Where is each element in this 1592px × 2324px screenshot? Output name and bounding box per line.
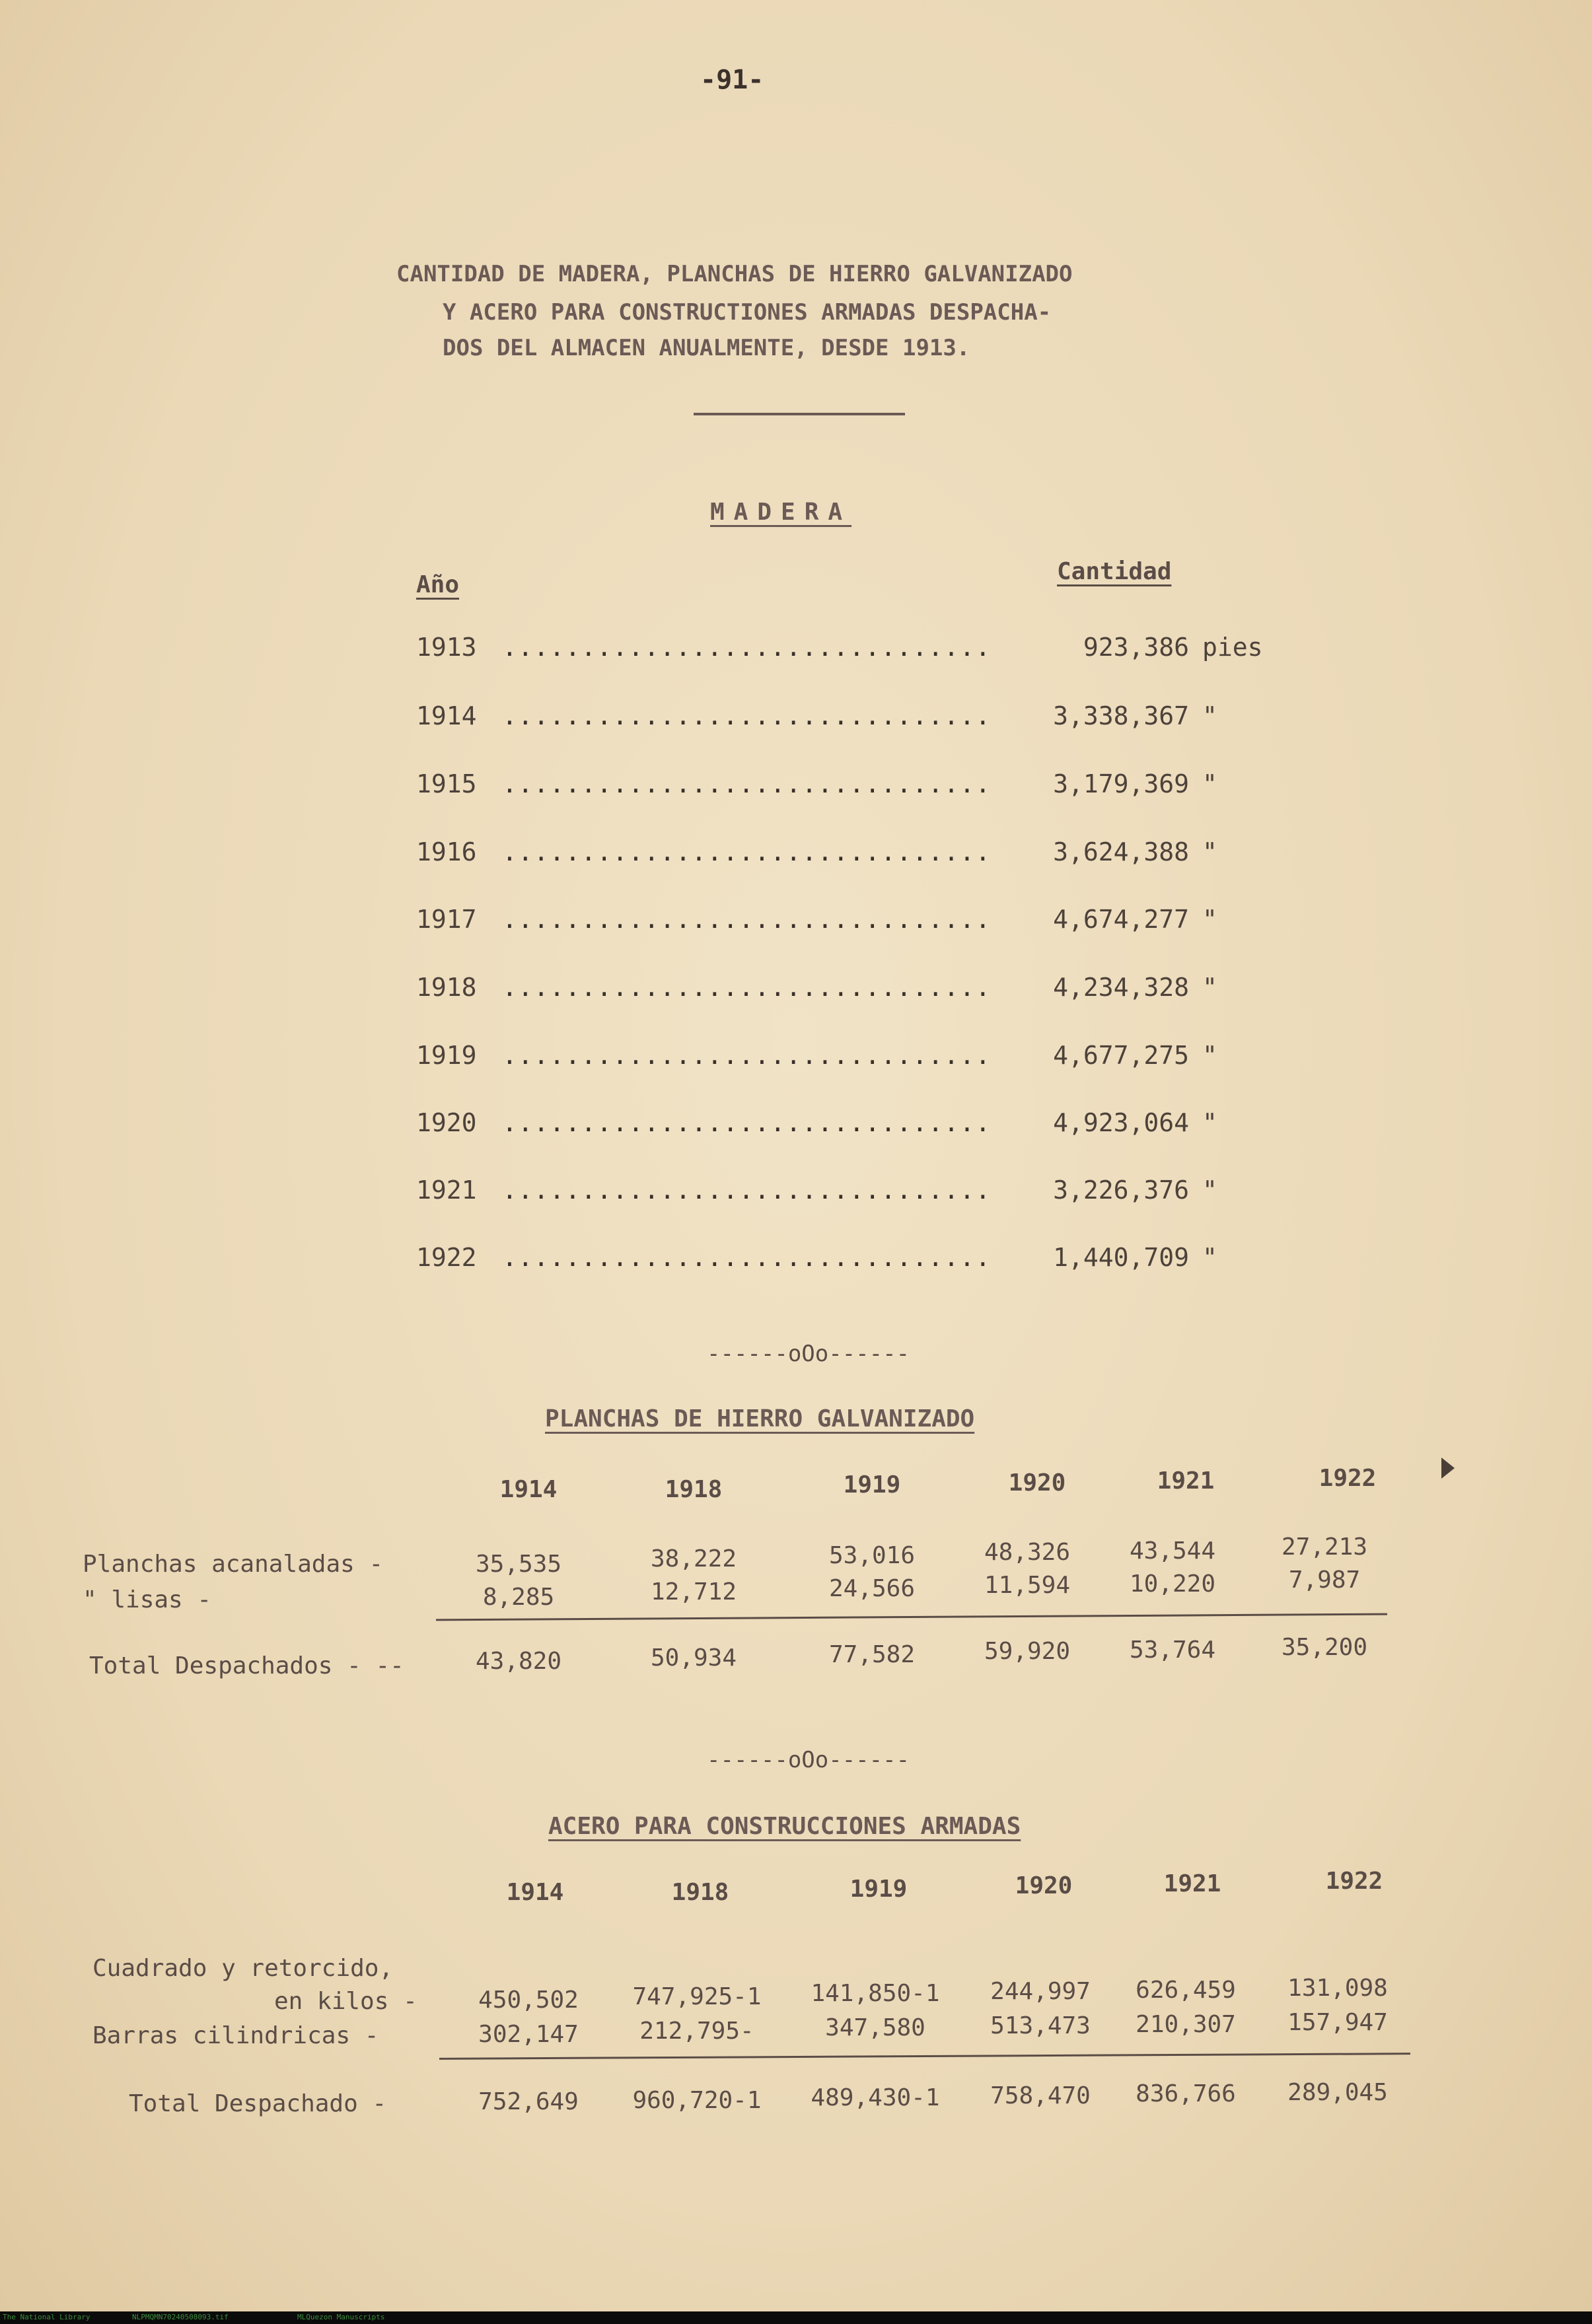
planchas-cell: 48,326: [984, 1539, 1071, 1566]
planchas-cell: 11,594: [984, 1572, 1071, 1599]
planchas-cell: 12,712: [650, 1578, 737, 1605]
title-rule: [694, 413, 905, 415]
title-line-1: CANTIDAD DE MADERA, PLANCHAS DE HIERRO GALVANIZADO: [396, 261, 1073, 287]
acero-year-1920: 1920: [1015, 1872, 1073, 1899]
madera-year: 1915: [416, 769, 477, 798]
leader-dots: ...............................: [502, 1243, 992, 1272]
acero-year-1919: 1919: [850, 1876, 908, 1903]
madera-row: [416, 973, 1275, 1006]
acero-year-1914: 1914: [506, 1879, 564, 1906]
madera-qty: 3,338,367: [1053, 701, 1189, 730]
madera-year: 1921: [416, 1176, 477, 1205]
acero-cell: 450,502: [478, 1987, 579, 2014]
madera-col-year: Año: [416, 571, 460, 598]
madera-unit: ": [1202, 905, 1217, 934]
planchas-cell: 53,016: [828, 1542, 916, 1569]
acero-heading: ACERO PARA CONSTRUCCIONES ARMADAS: [548, 1813, 1021, 1840]
margin-arrow-icon: [1440, 1456, 1456, 1480]
acero-cell: 131,098: [1287, 1975, 1388, 2002]
planchas-total-cell: 77,582: [828, 1641, 916, 1668]
madera-row: [416, 701, 1275, 734]
acero-total-cell: 752,649: [478, 2088, 579, 2115]
leader-dots: ...............................: [502, 701, 992, 730]
madera-col-qty: Cantidad: [1057, 558, 1172, 585]
madera-unit: ": [1202, 837, 1217, 866]
planchas-total-cell: 35,200: [1281, 1634, 1368, 1661]
title-line-2: Y ACERO PARA CONSTRUCTIONES ARMADAS DESPACHA-: [443, 299, 1052, 326]
madera-unit: ": [1202, 1243, 1217, 1272]
acero-year-1922: 1922: [1325, 1868, 1383, 1895]
footer-filename: NLPMQMN70240508093.tif: [132, 2313, 229, 2321]
madera-row: [416, 1108, 1275, 1141]
planchas-cell: 10,220: [1129, 1570, 1216, 1598]
acero-cell: 212,795-: [639, 2018, 754, 2045]
madera-year: 1914: [416, 701, 477, 730]
madera-row: [416, 769, 1275, 802]
acero-total-cell: 960,720-1: [632, 2087, 762, 2114]
madera-qty: 4,674,277: [1053, 905, 1189, 934]
madera-qty: 3,179,369: [1053, 769, 1189, 798]
madera-row: [416, 1243, 1275, 1276]
madera-year: 1922: [416, 1243, 477, 1272]
acero-total-cell: 758,470: [990, 2082, 1091, 2109]
madera-unit: ": [1202, 1108, 1217, 1137]
footer-library: The National Library: [3, 2313, 90, 2321]
madera-row: [416, 905, 1275, 938]
planchas-total-cell: 50,934: [650, 1644, 737, 1672]
acero-row2-label: Barras cilindricas -: [92, 2022, 379, 2049]
madera-year: 1916: [416, 837, 477, 866]
acero-cell: 157,947: [1287, 2009, 1388, 2036]
planchas-year-1919: 1919: [843, 1471, 901, 1498]
planchas-total-rule: [436, 1613, 1387, 1621]
madera-unit: ": [1202, 1041, 1217, 1070]
separator-2: ------oOo------: [707, 1747, 910, 1773]
madera-row: [416, 837, 1275, 870]
planchas-row1-label: Planchas acanaladas -: [83, 1551, 384, 1578]
madera-qty: 4,677,275: [1053, 1041, 1189, 1070]
leader-dots: ...............................: [502, 973, 992, 1002]
madera-year: 1917: [416, 905, 477, 934]
acero-cell: 302,147: [478, 2021, 579, 2048]
acero-total-rule: [439, 2053, 1410, 2060]
separator-1: ------oOo------: [707, 1341, 910, 1367]
madera-qty: 923,386: [1083, 633, 1189, 662]
madera-year: 1920: [416, 1108, 477, 1137]
planchas-cell: 38,222: [650, 1545, 737, 1572]
acero-cell: 244,997: [990, 1978, 1091, 2005]
madera-unit: ": [1202, 701, 1217, 730]
planchas-heading: PLANCHAS DE HIERRO GALVANIZADO: [545, 1405, 975, 1432]
madera-unit: ": [1202, 1176, 1217, 1205]
planchas-year-1918: 1918: [665, 1476, 723, 1503]
madera-unit: pies: [1202, 633, 1263, 662]
madera-row: [416, 1176, 1275, 1209]
leader-dots: ...............................: [502, 769, 992, 798]
madera-heading: MADERA: [710, 499, 852, 526]
planchas-cell: 35,535: [475, 1551, 562, 1578]
madera-unit: ": [1202, 973, 1217, 1002]
acero-year-1918: 1918: [671, 1879, 729, 1906]
acero-total-cell: 836,766: [1136, 2080, 1236, 2107]
title-line-3: DOS DEL ALMACEN ANUALMENTE, DESDE 1913.: [443, 335, 970, 361]
leader-dots: ...............................: [502, 633, 992, 662]
leader-dots: ...............................: [502, 1108, 992, 1137]
leader-dots: ...............................: [502, 1041, 992, 1070]
planchas-cell: 8,285: [482, 1584, 555, 1611]
acero-total-cell: 489,430-1: [811, 2084, 940, 2111]
planchas-total-label: Total Despachados - --: [89, 1652, 404, 1679]
madera-year: 1913: [416, 633, 477, 662]
acero-cell: 141,850-1: [811, 1980, 940, 2007]
planchas-cell: 43,544: [1129, 1537, 1216, 1565]
madera-year: 1918: [416, 973, 477, 1002]
planchas-total-cell: 59,920: [984, 1638, 1071, 1665]
madera-unit: ": [1202, 769, 1217, 798]
scan-footer: [0, 2311, 1592, 2324]
planchas-year-1921: 1921: [1157, 1467, 1215, 1495]
acero-row1-label-b: en kilos -: [274, 1988, 417, 2015]
leader-dots: ...............................: [502, 837, 992, 866]
acero-cell: 513,473: [990, 2012, 1091, 2039]
footer-collection: MLQuezon Manuscripts: [297, 2313, 385, 2321]
leader-dots: ...............................: [502, 1176, 992, 1205]
acero-cell: 210,307: [1136, 2011, 1236, 2038]
planchas-cell: 24,566: [828, 1575, 916, 1602]
madera-year: 1919: [416, 1041, 477, 1070]
acero-cell: 747,925-1: [632, 1983, 762, 2010]
planchas-row2-label: " lisas -: [83, 1586, 212, 1613]
acero-total-cell: 289,045: [1287, 2079, 1388, 2106]
planchas-cell: 7,987: [1288, 1567, 1361, 1594]
madera-qty: 3,226,376: [1053, 1176, 1189, 1205]
acero-cell: 626,459: [1136, 1977, 1236, 2004]
madera-row: [416, 633, 1275, 666]
planchas-year-1922: 1922: [1319, 1465, 1377, 1492]
madera-row: [416, 1041, 1275, 1074]
madera-qty: 4,923,064: [1053, 1108, 1189, 1137]
page-number: -91-: [700, 65, 764, 95]
leader-dots: ...............................: [502, 905, 992, 934]
acero-total-label: Total Despachado -: [129, 2090, 387, 2117]
madera-qty: 3,624,388: [1053, 837, 1189, 866]
madera-qty: 4,234,328: [1053, 973, 1189, 1002]
madera-qty: 1,440,709: [1053, 1243, 1189, 1272]
planchas-year-1920: 1920: [1008, 1469, 1066, 1497]
acero-row1-label-a: Cuadrado y retorcido,: [92, 1955, 394, 1982]
acero-year-1921: 1921: [1163, 1870, 1221, 1897]
planchas-year-1914: 1914: [499, 1476, 558, 1503]
acero-cell: 347,580: [825, 2014, 925, 2041]
planchas-total-cell: 43,820: [475, 1648, 562, 1675]
planchas-cell: 27,213: [1281, 1533, 1368, 1561]
planchas-total-cell: 53,764: [1129, 1637, 1216, 1664]
